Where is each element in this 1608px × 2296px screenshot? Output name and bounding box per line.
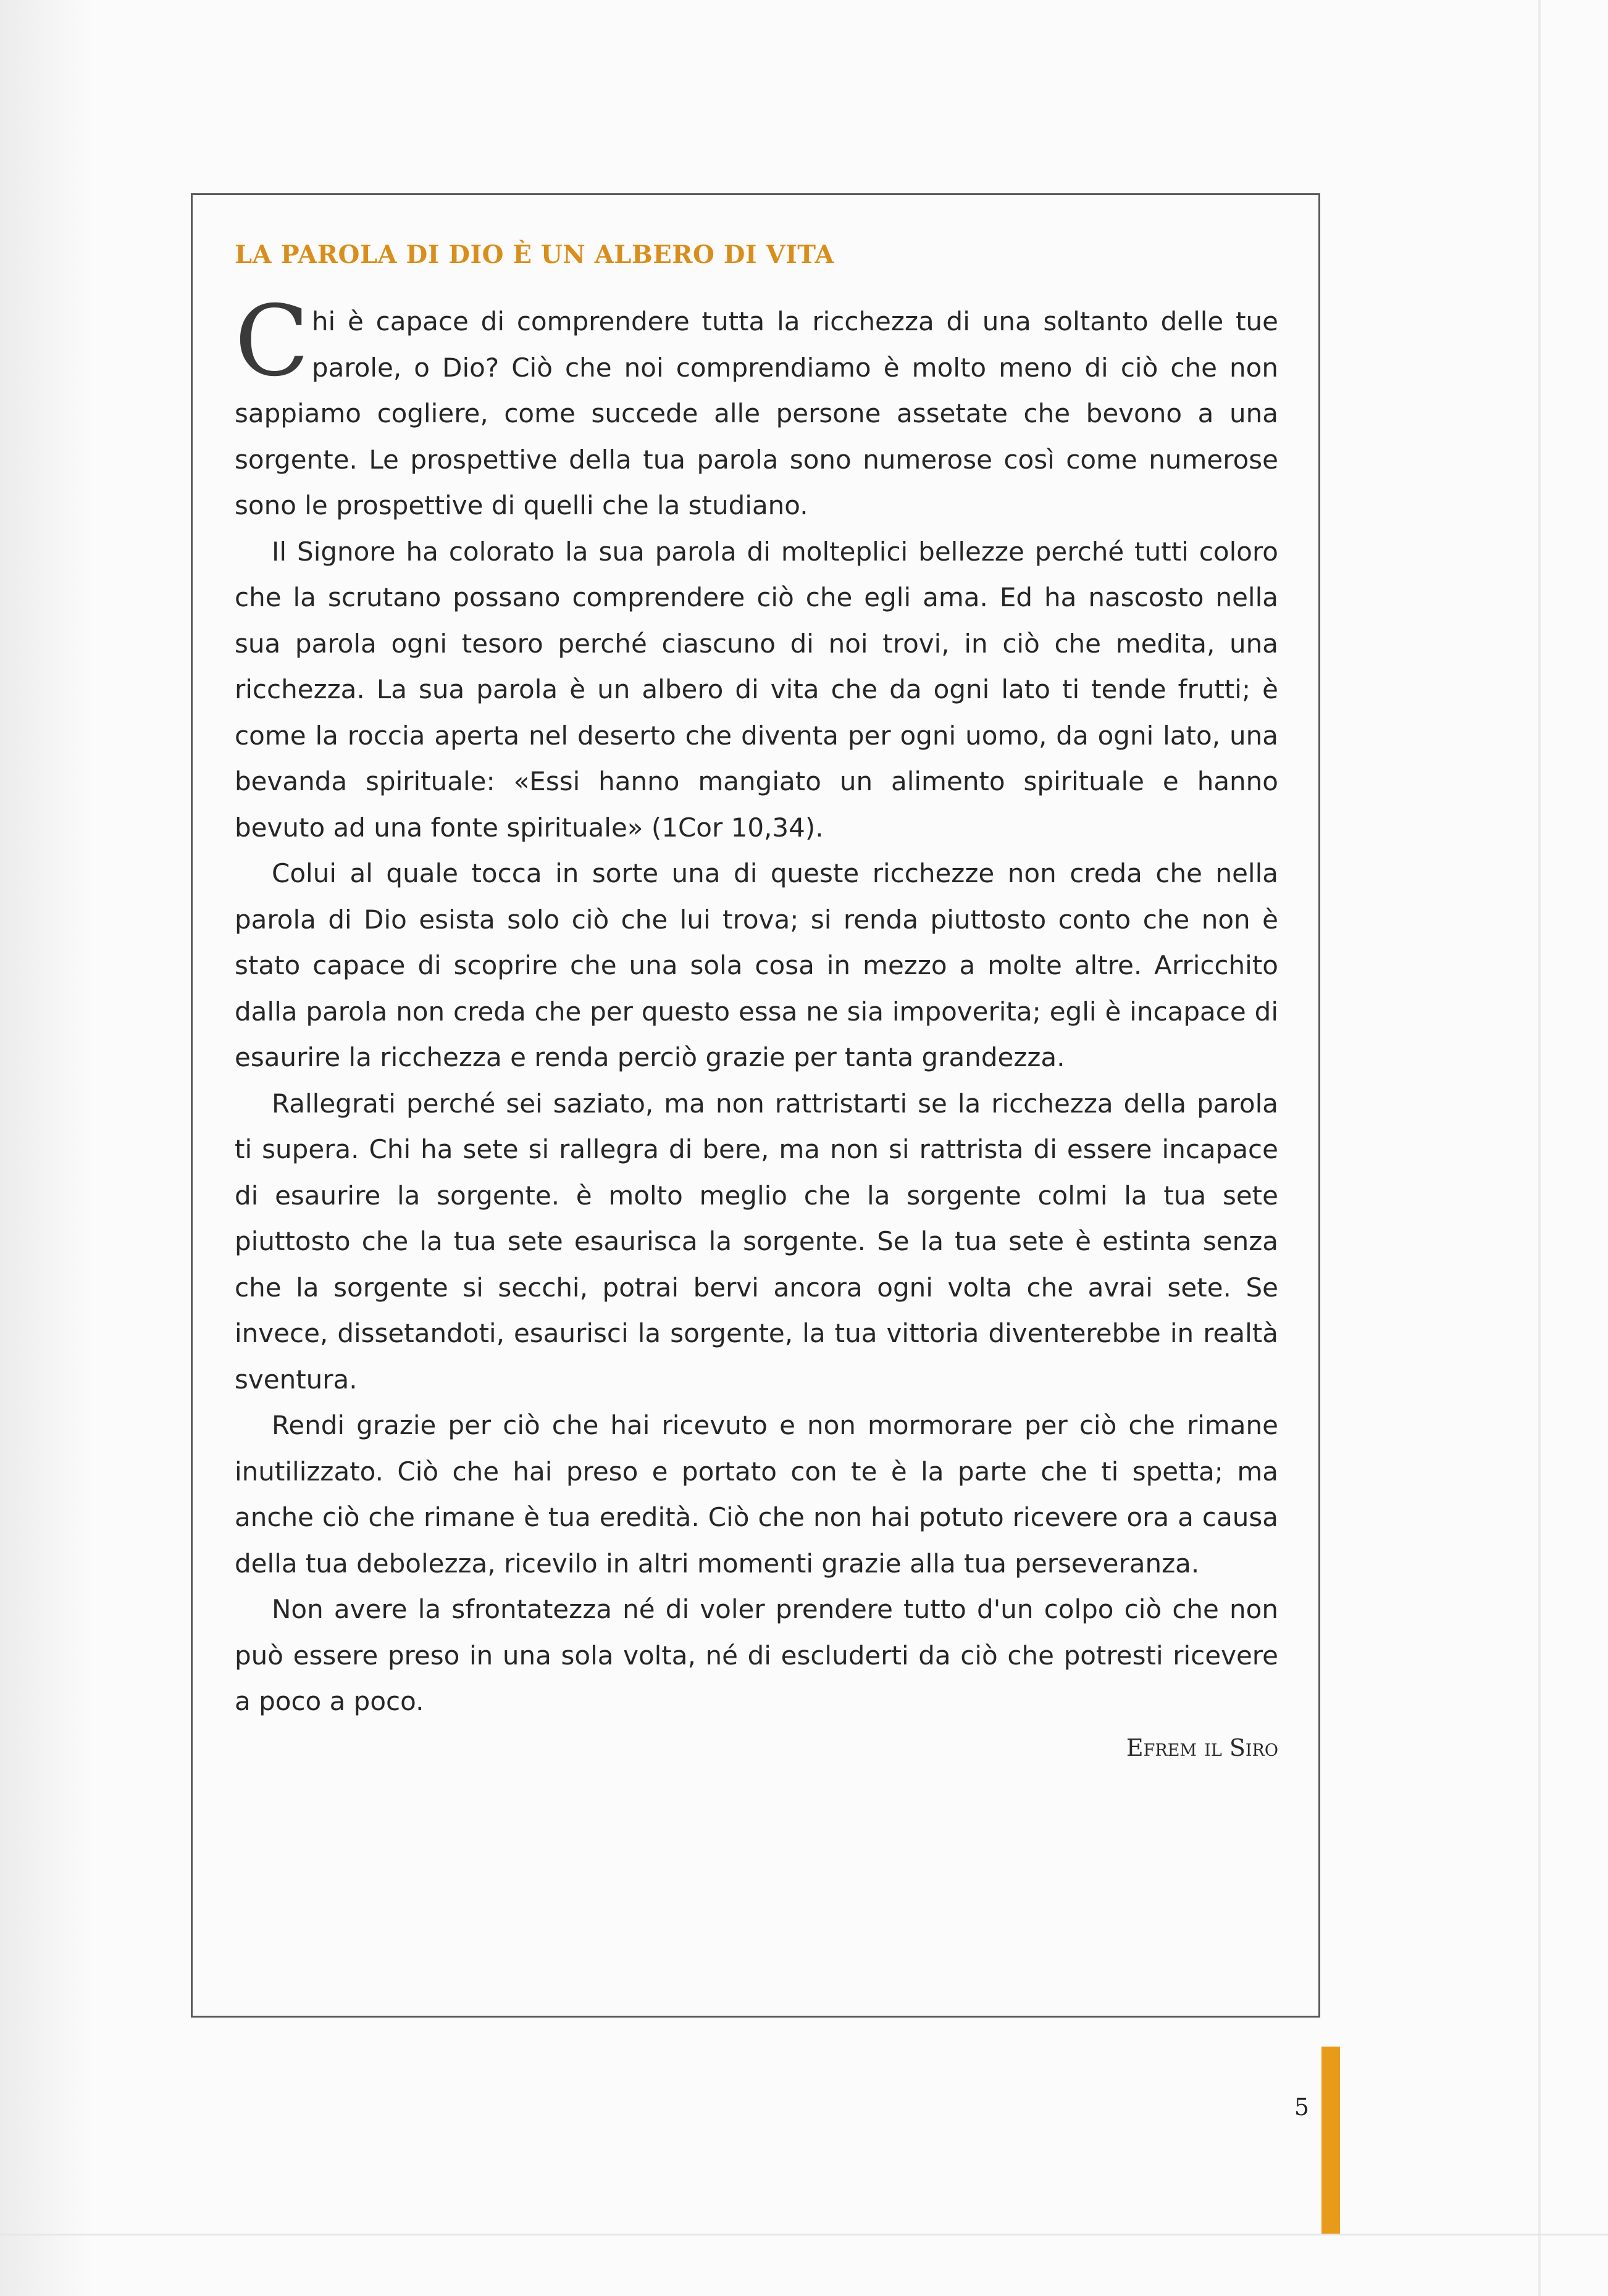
scan-edge-line xyxy=(1538,0,1541,2296)
paragraph-1 xyxy=(235,285,1278,529)
text-content xyxy=(235,238,1278,1771)
paragraph-3: Colui al quale tocca in sorte una di queste ricchezze non creda che nella parola di Dio esista solo ciò che lui trova; si renda piuttosto conto che non è stato capace di scoprire che una sola cosa in mezzo a molte altre. Arricchito dalla parola non creda che per questo essa ne sia impoverita; egli è incapace di esaurire la ricchezza e renda perciò grazie per tanta grandezza. xyxy=(235,858,1278,1072)
text-frame xyxy=(191,193,1320,2018)
author-signature: Efrem il Siro xyxy=(1126,1734,1278,1761)
scan-shadow xyxy=(0,0,93,2296)
paragraph-5: Rendi grazie per ciò che hai ricevuto e non mormorare per ciò che rimane inutilizzato. Ciò che hai preso e portato con te è la parte che ti spetta; ma anche ciò che rimane è tua eredità. Ciò che non hai potuto ricevere ora a causa della tua debolezza, ricevilo in altri momenti grazie alla tua perseveranza. xyxy=(235,1410,1278,1579)
paragraph-6: Non avere la sfrontatezza né di voler prendere tutto d'un colpo ciò che non può essere preso in una sola volta, né di escluderti da ciò che potresti ricevere a poco a poco. xyxy=(235,1594,1278,1716)
page-title: LA PAROLA DI DIO È UN ALBERO DI VITA xyxy=(235,240,834,269)
paragraph-1-text: hi è capace di comprendere tutta la ricchezza di una soltanto delle tue parole, o Dio? Ciò che noi comprendiamo è molto meno di ciò che non sappiamo cogliere, come succede alle persone assetate che bevono a una sorgente. Le prospettive della tua parola sono numerose così come numerose sono le prospettive di quelli che la studiano. xyxy=(235,306,1278,520)
paragraph-4: Rallegrati perché sei saziato, ma non rattristarti se la ricchezza della parola ti supera. Chi ha sete si rallegra di bere, ma non si rattrista di essere incapace di esaurire la sorgente. è molto meglio che la sorgente colmi la tua sete piuttosto che la tua sete esaurisca la sorgente. Se la tua sete è estinta senza che la sorgente si secchi, potrai bervi ancora ogni volta che avrai sete. Se invece, dissetandoti, esaurisci la sorgente, la tua vittoria diventerebbe in realtà sventura. xyxy=(235,1088,1278,1395)
page-marker-bar xyxy=(1321,2047,1340,2234)
article-body xyxy=(235,285,1278,1771)
page-number: 5 xyxy=(1294,2094,1309,2121)
paragraph-2: Il Signore ha colorato la sua parola di molteplici bellezze perché tutti coloro che la scrutano possano comprendere ciò che egli ama. Ed ha nascosto nella sua parola ogni tesoro perché ciascuno di noi trovi, in ciò che medita, una ricchezza. La sua parola è un albero di vita che da ogni lato ti tende frutti; è come la roccia aperta nel deserto che diventa per ogni uomo, da ogni lato, una bevanda spirituale: «Essi hanno mangiato un alimento spirituale e hanno bevuto ad una fonte spirituale» (1Cor 10,34). xyxy=(235,536,1278,843)
drop-cap: C xyxy=(235,285,309,398)
scan-bottom-line xyxy=(0,2234,1608,2235)
